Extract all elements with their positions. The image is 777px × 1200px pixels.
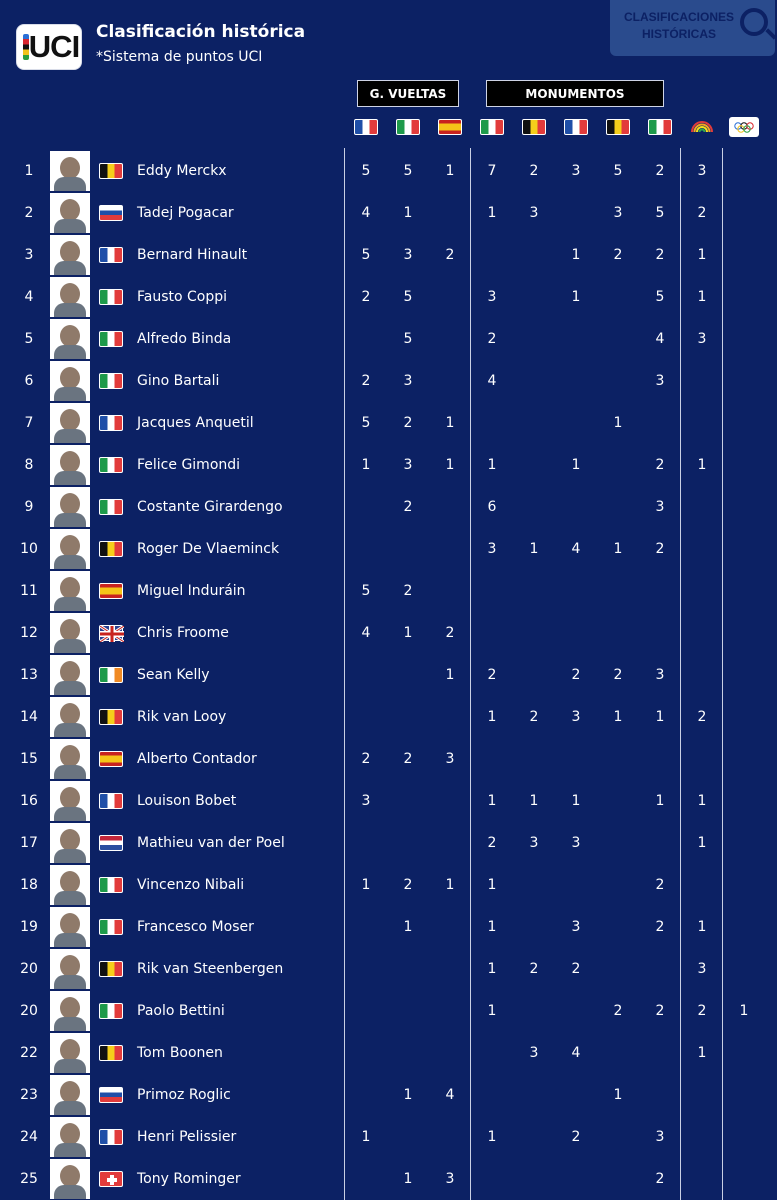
victory-count: 2 xyxy=(697,709,707,725)
rank: 7 xyxy=(24,415,34,431)
victory-count: 3 xyxy=(655,667,665,683)
rider-name: Rik van Looy xyxy=(137,709,227,725)
rank: 17 xyxy=(20,835,38,851)
victory-count: 3 xyxy=(403,373,413,389)
victory-count: 3 xyxy=(529,1045,539,1061)
victory-count: 2 xyxy=(655,919,665,935)
rider-photo xyxy=(50,235,90,275)
victory-count: 1 xyxy=(571,247,581,263)
rank: 11 xyxy=(20,583,38,599)
victory-count: 3 xyxy=(697,961,707,977)
victory-count: 1 xyxy=(739,1003,749,1019)
victory-count: 3 xyxy=(571,709,581,725)
nationality-flag-icon xyxy=(99,793,123,809)
victory-count: 1 xyxy=(697,247,707,263)
victory-count: 2 xyxy=(529,709,539,725)
victory-count: 5 xyxy=(655,289,665,305)
victory-count: 2 xyxy=(655,163,665,179)
rank: 8 xyxy=(24,457,34,473)
victory-count: 1 xyxy=(613,415,623,431)
rider-photo xyxy=(50,781,90,821)
badge-line-1: CLASIFICACIONES xyxy=(624,10,735,24)
victory-count: 4 xyxy=(361,625,371,641)
rider-name: Henri Pelissier xyxy=(137,1129,237,1145)
victory-count: 3 xyxy=(487,289,497,305)
victory-count: 1 xyxy=(487,919,497,935)
nationality-flag-icon xyxy=(99,1003,123,1019)
victory-count: 1 xyxy=(403,625,413,641)
victory-count: 1 xyxy=(445,457,455,473)
victory-count: 5 xyxy=(403,289,413,305)
rider-photo xyxy=(50,529,90,569)
rank: 2 xyxy=(24,205,34,221)
victory-count: 1 xyxy=(487,877,497,893)
victory-count: 5 xyxy=(613,163,623,179)
table-row xyxy=(0,150,777,192)
victory-count: 3 xyxy=(571,919,581,935)
victory-count: 2 xyxy=(361,751,371,767)
table-row xyxy=(0,906,777,948)
victory-count: 1 xyxy=(403,205,413,221)
nationality-flag-icon xyxy=(99,835,123,851)
rider-photo xyxy=(50,319,90,359)
victory-count: 3 xyxy=(655,373,665,389)
victory-count: 1 xyxy=(613,1087,623,1103)
nationality-flag-icon xyxy=(99,877,123,893)
rank: 5 xyxy=(24,331,34,347)
uci-rainbow-bars xyxy=(23,34,29,60)
nationality-flag-icon xyxy=(99,751,123,767)
italy-flag xyxy=(480,119,504,135)
rider-name: Eddy Merckx xyxy=(137,163,227,179)
rider-name: Fausto Coppi xyxy=(137,289,228,305)
belgium-flag xyxy=(606,119,630,135)
rider-name: Louison Bobet xyxy=(137,793,237,809)
nationality-flag-icon xyxy=(99,667,123,683)
historic-classifications-badge xyxy=(610,0,775,56)
nationality-flag-icon xyxy=(99,919,123,935)
victory-count: 7 xyxy=(487,163,497,179)
victory-count: 2 xyxy=(529,163,539,179)
victory-count: 4 xyxy=(655,331,665,347)
rank: 9 xyxy=(24,499,34,515)
nationality-flag-icon xyxy=(99,709,123,725)
nationality-flag-icon xyxy=(99,1129,123,1145)
victory-count: 1 xyxy=(361,1129,371,1145)
victory-count: 4 xyxy=(571,1045,581,1061)
victory-count: 3 xyxy=(529,835,539,851)
rank: 16 xyxy=(20,793,38,809)
victory-count: 2 xyxy=(571,961,581,977)
table-row xyxy=(0,822,777,864)
rider-name: Francesco Moser xyxy=(137,919,254,935)
france-flag xyxy=(354,119,378,135)
rainbow-icon xyxy=(690,116,714,138)
victory-count: 1 xyxy=(487,1129,497,1145)
victory-count: 4 xyxy=(445,1087,455,1103)
rank: 22 xyxy=(20,1045,38,1061)
nationality-flag-icon xyxy=(99,415,123,431)
rider-name: Paolo Bettini xyxy=(137,1003,225,1019)
victory-count: 4 xyxy=(361,205,371,221)
nationality-flag-icon xyxy=(99,625,123,641)
victory-count: 1 xyxy=(487,709,497,725)
table-row xyxy=(0,234,777,276)
victory-count: 2 xyxy=(445,625,455,641)
rider-photo xyxy=(50,403,90,443)
table-row xyxy=(0,276,777,318)
victory-count: 1 xyxy=(697,457,707,473)
victory-count: 1 xyxy=(613,541,623,557)
monuments-header: MONUMENTOS xyxy=(486,80,664,107)
victory-count: 2 xyxy=(655,1171,665,1187)
victory-count: 3 xyxy=(655,499,665,515)
rider-name: Chris Froome xyxy=(137,625,229,641)
victory-count: 3 xyxy=(529,205,539,221)
victory-count: 1 xyxy=(445,163,455,179)
victory-count: 4 xyxy=(571,541,581,557)
rider-name: Tony Rominger xyxy=(137,1171,241,1187)
victory-count: 5 xyxy=(403,163,413,179)
victory-count: 1 xyxy=(697,289,707,305)
table-row xyxy=(0,948,777,990)
rider-name: Roger De Vlaeminck xyxy=(137,541,280,557)
victory-count: 2 xyxy=(571,1129,581,1145)
page-title: Clasificación histórica xyxy=(96,22,306,42)
victory-count: 2 xyxy=(361,289,371,305)
rider-photo xyxy=(50,613,90,653)
victory-count: 1 xyxy=(487,961,497,977)
rank: 10 xyxy=(20,541,38,557)
rider-photo xyxy=(50,949,90,989)
table-row xyxy=(0,1032,777,1074)
rank: 15 xyxy=(20,751,38,767)
victory-count: 2 xyxy=(655,247,665,263)
victory-count: 3 xyxy=(655,1129,665,1145)
victory-count: 2 xyxy=(403,499,413,515)
rank: 4 xyxy=(24,289,34,305)
victory-count: 1 xyxy=(571,793,581,809)
table-row xyxy=(0,738,777,780)
victory-count: 2 xyxy=(403,751,413,767)
nationality-flag-icon xyxy=(99,1171,123,1187)
victory-count: 1 xyxy=(571,457,581,473)
victory-count: 1 xyxy=(697,1045,707,1061)
victory-count: 1 xyxy=(529,793,539,809)
france-flag xyxy=(564,119,588,135)
victory-count: 1 xyxy=(571,289,581,305)
magnifier-chart-icon xyxy=(740,8,768,36)
rider-name: Tom Boonen xyxy=(137,1045,223,1061)
belgium-flag xyxy=(522,119,546,135)
rank: 6 xyxy=(24,373,34,389)
victory-count: 1 xyxy=(403,1087,413,1103)
rank: 13 xyxy=(20,667,38,683)
table-row xyxy=(0,192,777,234)
rider-photo xyxy=(50,697,90,737)
nationality-flag-icon xyxy=(99,1045,123,1061)
victory-count: 2 xyxy=(403,415,413,431)
nationality-flag-icon xyxy=(99,163,123,179)
table-row xyxy=(0,612,777,654)
victory-count: 1 xyxy=(403,919,413,935)
table-row xyxy=(0,360,777,402)
rank: 3 xyxy=(24,247,34,263)
victory-count: 2 xyxy=(613,1003,623,1019)
nationality-flag-icon xyxy=(99,289,123,305)
rider-name: Tadej Pogacar xyxy=(137,205,234,221)
rider-photo xyxy=(50,823,90,863)
victory-count: 2 xyxy=(613,247,623,263)
nationality-flag-icon xyxy=(99,373,123,389)
victory-count: 1 xyxy=(445,877,455,893)
rider-photo xyxy=(50,571,90,611)
nationality-flag-icon xyxy=(99,961,123,977)
rank: 20 xyxy=(20,1003,38,1019)
victory-count: 1 xyxy=(697,793,707,809)
table-row xyxy=(0,864,777,906)
rank: 24 xyxy=(20,1129,38,1145)
olympic-rings-icon xyxy=(729,117,759,137)
victory-count: 5 xyxy=(361,415,371,431)
victory-count: 1 xyxy=(487,793,497,809)
rider-photo xyxy=(50,1033,90,1073)
spain-flag xyxy=(438,119,462,135)
table-row xyxy=(0,1116,777,1158)
victory-count: 2 xyxy=(445,247,455,263)
nationality-flag-icon xyxy=(99,457,123,473)
table-row xyxy=(0,990,777,1032)
uci-logo xyxy=(17,25,81,69)
table-row xyxy=(0,318,777,360)
nationality-flag-icon xyxy=(99,331,123,347)
rider-photo xyxy=(50,1159,90,1199)
rider-name: Gino Bartali xyxy=(137,373,220,389)
victory-count: 2 xyxy=(487,667,497,683)
rider-name: Primoz Roglic xyxy=(137,1087,231,1103)
victory-count: 2 xyxy=(655,457,665,473)
victory-count: 1 xyxy=(487,1003,497,1019)
victory-count: 3 xyxy=(403,457,413,473)
victory-count: 5 xyxy=(361,163,371,179)
nationality-flag-icon xyxy=(99,541,123,557)
victory-count: 3 xyxy=(571,163,581,179)
table-row xyxy=(0,444,777,486)
victory-count: 1 xyxy=(697,919,707,935)
rider-photo xyxy=(50,991,90,1031)
victory-count: 2 xyxy=(571,667,581,683)
nationality-flag-icon xyxy=(99,583,123,599)
rider-photo xyxy=(50,865,90,905)
rider-photo xyxy=(50,445,90,485)
victory-count: 1 xyxy=(403,1171,413,1187)
victory-count: 2 xyxy=(487,331,497,347)
page-subtitle: *Sistema de puntos UCI xyxy=(96,49,263,65)
rank: 12 xyxy=(20,625,38,641)
table-row xyxy=(0,528,777,570)
victory-count: 2 xyxy=(655,541,665,557)
victory-count: 2 xyxy=(403,877,413,893)
badge-line-2: HISTÓRICAS xyxy=(641,27,716,41)
rank: 1 xyxy=(24,163,34,179)
victory-count: 1 xyxy=(445,415,455,431)
italy-flag xyxy=(396,119,420,135)
victory-count: 3 xyxy=(613,205,623,221)
victory-count: 2 xyxy=(655,877,665,893)
table-row xyxy=(0,402,777,444)
rider-name: Alfredo Binda xyxy=(137,331,232,347)
victory-count: 1 xyxy=(487,205,497,221)
victory-count: 1 xyxy=(655,793,665,809)
table-row xyxy=(0,780,777,822)
victory-count: 4 xyxy=(487,373,497,389)
victory-count: 2 xyxy=(655,1003,665,1019)
rank: 19 xyxy=(20,919,38,935)
victory-count: 3 xyxy=(445,751,455,767)
uci-logo-text: UCI xyxy=(28,29,80,64)
victory-count: 5 xyxy=(361,583,371,599)
nationality-flag-icon xyxy=(99,247,123,263)
victory-count: 1 xyxy=(529,541,539,557)
table-row xyxy=(0,1074,777,1116)
victory-count: 3 xyxy=(487,541,497,557)
victory-count: 2 xyxy=(403,583,413,599)
rider-name: Bernard Hinault xyxy=(137,247,248,263)
rider-photo xyxy=(50,1117,90,1157)
rider-photo xyxy=(50,907,90,947)
victory-count: 6 xyxy=(487,499,497,515)
nationality-flag-icon xyxy=(99,205,123,221)
victory-count: 5 xyxy=(655,205,665,221)
victory-count: 3 xyxy=(403,247,413,263)
victory-count: 2 xyxy=(361,373,371,389)
rider-photo xyxy=(50,277,90,317)
victory-count: 3 xyxy=(361,793,371,809)
victory-count: 3 xyxy=(445,1171,455,1187)
victory-count: 2 xyxy=(487,835,497,851)
rider-name: Sean Kelly xyxy=(137,667,210,683)
victory-count: 1 xyxy=(361,457,371,473)
rank: 23 xyxy=(20,1087,38,1103)
nationality-flag-icon xyxy=(99,1087,123,1103)
rider-name: Jacques Anquetil xyxy=(137,415,254,431)
victory-count: 3 xyxy=(697,331,707,347)
victory-count: 1 xyxy=(613,709,623,725)
rider-name: Rik van Steenbergen xyxy=(137,961,284,977)
rank: 25 xyxy=(20,1171,38,1187)
rider-photo xyxy=(50,487,90,527)
nationality-flag-icon xyxy=(99,499,123,515)
victory-count: 3 xyxy=(697,163,707,179)
rider-photo xyxy=(50,739,90,779)
rider-name: Vincenzo Nibali xyxy=(137,877,245,893)
rank: 14 xyxy=(20,709,38,725)
rider-name: Felice Gimondi xyxy=(137,457,241,473)
rider-photo xyxy=(50,1075,90,1115)
victory-count: 1 xyxy=(361,877,371,893)
table-row xyxy=(0,696,777,738)
rider-name: Costante Girardengo xyxy=(137,499,283,515)
table-row xyxy=(0,570,777,612)
table-row xyxy=(0,654,777,696)
victory-count: 1 xyxy=(655,709,665,725)
grand-tours-header: G. VUELTAS xyxy=(357,80,459,107)
victory-count: 5 xyxy=(361,247,371,263)
table-row xyxy=(0,486,777,528)
victory-count: 1 xyxy=(445,667,455,683)
rider-photo xyxy=(50,655,90,695)
rider-name: Mathieu van der Poel xyxy=(137,835,285,851)
victory-count: 5 xyxy=(403,331,413,347)
table-row xyxy=(0,1158,777,1200)
victory-count: 1 xyxy=(697,835,707,851)
rider-photo xyxy=(50,151,90,191)
rider-name: Miguel Induráin xyxy=(137,583,246,599)
rider-name: Alberto Contador xyxy=(137,751,257,767)
victory-count: 2 xyxy=(697,1003,707,1019)
italy-flag xyxy=(648,119,672,135)
rider-photo xyxy=(50,361,90,401)
victory-count: 2 xyxy=(613,667,623,683)
rank: 20 xyxy=(20,961,38,977)
victory-count: 2 xyxy=(529,961,539,977)
rank: 18 xyxy=(20,877,38,893)
victory-count: 1 xyxy=(487,457,497,473)
rider-photo xyxy=(50,193,90,233)
victory-count: 2 xyxy=(697,205,707,221)
victory-count: 3 xyxy=(571,835,581,851)
